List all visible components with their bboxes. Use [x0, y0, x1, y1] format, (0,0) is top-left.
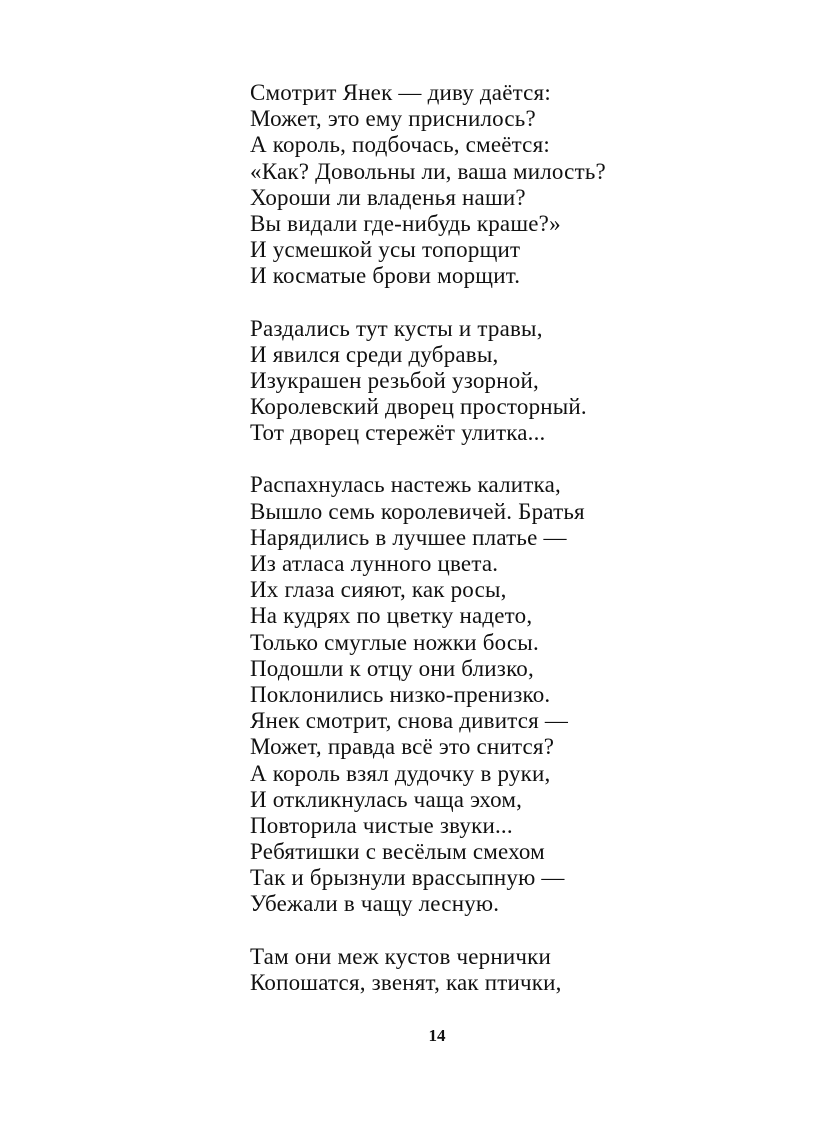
poem-line: Хороши ли владенья наши?: [250, 184, 526, 210]
poem-line: А король, подбочась, смеётся:: [250, 132, 550, 158]
poem-line: Вы видали где-нибудь краше?»: [250, 210, 561, 236]
poem-line: Только смуглые ножки босы.: [250, 629, 539, 655]
poem-line: Изукрашен резьбой узорной,: [250, 367, 539, 393]
poem-line: Ребятишки с весёлым смехом: [250, 839, 545, 865]
poem-line: Убежали в чащу лесную.: [250, 891, 500, 917]
poem-line: Из атласа лунного цвета.: [250, 551, 499, 576]
poem-line: Королевский дворец просторный.: [250, 394, 587, 420]
poem-line: Смотрит Янек — диву даётся:: [250, 80, 551, 105]
poem-line: И косматые брови морщит.: [250, 263, 521, 289]
poem-line: Вышло семь королевичей. Братья: [250, 498, 585, 524]
poem-line: Там они меж кустов чернички: [250, 943, 552, 969]
stanza: [250, 472, 770, 917]
stanza: [250, 944, 770, 996]
poem-line: Может, это ему приснилось?: [250, 106, 536, 132]
poem-line: Может, правда всё это снится?: [250, 734, 555, 760]
poem-line: Тот дворец стережёт улитка...: [250, 420, 546, 446]
poem-line: А король взял дудочку в руки,: [250, 760, 551, 786]
poem-line: И явился среди дубравы,: [250, 341, 499, 367]
poem-line: И усмешкой усы топорщит: [250, 237, 521, 263]
stanza: [250, 316, 770, 447]
page-number: 14: [428, 1026, 446, 1045]
poem-line: Поклонились низко-пренизко.: [250, 681, 551, 707]
poem-line: Нарядились в лучшее платье —: [250, 524, 567, 550]
poem-text: [250, 80, 770, 1022]
poem-line: Подошли к отцу они близко,: [250, 655, 534, 681]
poem-line: «Как? Довольны ли, ваша милость?: [250, 158, 606, 184]
poem-line: И откликнулась чаща эхом,: [250, 786, 523, 812]
poem-line: Копошатся, звенят, как птички,: [250, 969, 562, 995]
poem-line: Их глаза сияют, как росы,: [250, 577, 507, 603]
poem-line: Так и брызнули врассыпную —: [250, 865, 565, 891]
poem-line: На кудрях по цветку надето,: [250, 603, 533, 629]
poem-line: Раздались тут кусты и травы,: [250, 315, 543, 341]
poem-line: Янек смотрит, снова дивится —: [250, 708, 569, 734]
poem-line: Распахнулась настежь калитка,: [250, 472, 561, 498]
stanza: [250, 80, 770, 290]
poem-line: Повторила чистые звуки...: [250, 812, 513, 838]
